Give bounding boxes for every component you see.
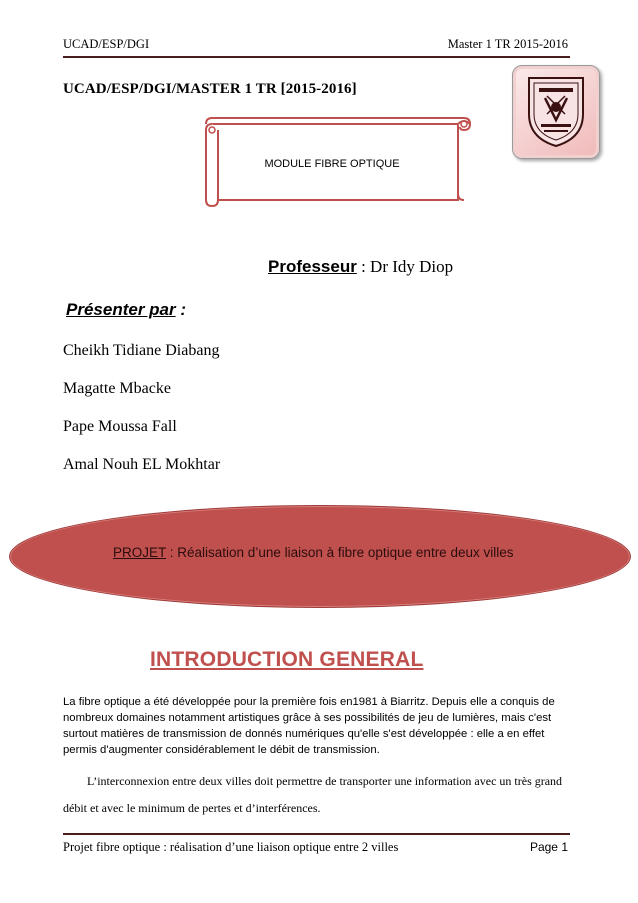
module-label: MODULE FIBRE OPTIQUE: [264, 158, 400, 170]
professor-line: [268, 257, 453, 277]
author-name: Amal Nouh EL Mokhtar: [63, 456, 221, 473]
project-text: : Réalisation d’une liaison à fibre optique entre deux villes: [166, 545, 514, 560]
header-rule: [63, 56, 570, 58]
document-title: UCAD/ESP/DGI/MASTER 1 TR [2015-2016]: [63, 81, 357, 97]
header-right: Master 1 TR 2015-2016: [447, 37, 568, 51]
professor-name: : Dr Idy Diop: [356, 257, 454, 276]
presenter-heading: [66, 300, 186, 320]
footer-rule: [63, 833, 570, 835]
university-logo: [512, 65, 600, 159]
presenter-colon: :: [175, 300, 187, 319]
author-name: Pape Moussa Fall: [63, 418, 177, 435]
interconnection-paragraph: [63, 768, 583, 822]
header-left: UCAD/ESP/DGI: [63, 37, 150, 51]
project-label: PROJET: [113, 545, 167, 560]
page-number: Page 1: [529, 840, 568, 854]
footer-left: Projet fibre optique : réalisation d’une liaison optique entre 2 villes: [63, 840, 399, 854]
interconnection-text: L’interconnexion entre deux villes doit permettre de transporter une information avec un très grand débit et avec le minimum de pertes et d’interférences.: [63, 774, 563, 815]
author-name: Magatte Mbacke: [63, 380, 171, 397]
project-line: [113, 545, 513, 560]
intro-paragraph: La fibre optique a été développée pour la première fois en1981 à Biarritz. Depuis elle a conquis de nombreux domaines notamment artistiques grâce à ses possibilités de jeu de lumières, mais c'est surtout matières de transmission de donnés numériques qu'elle s'est développée : elle a en effet permis d'augmenter considérablement le débit de transmission.: [63, 696, 555, 756]
author-name: Cheikh Tidiane Diabang: [63, 342, 220, 359]
emblem-icon: [525, 74, 587, 148]
professor-label: Professeur: [268, 257, 357, 276]
presenter-label: Présenter par: [66, 300, 176, 319]
intro-heading: INTRODUCTION GENERAL: [150, 648, 424, 671]
